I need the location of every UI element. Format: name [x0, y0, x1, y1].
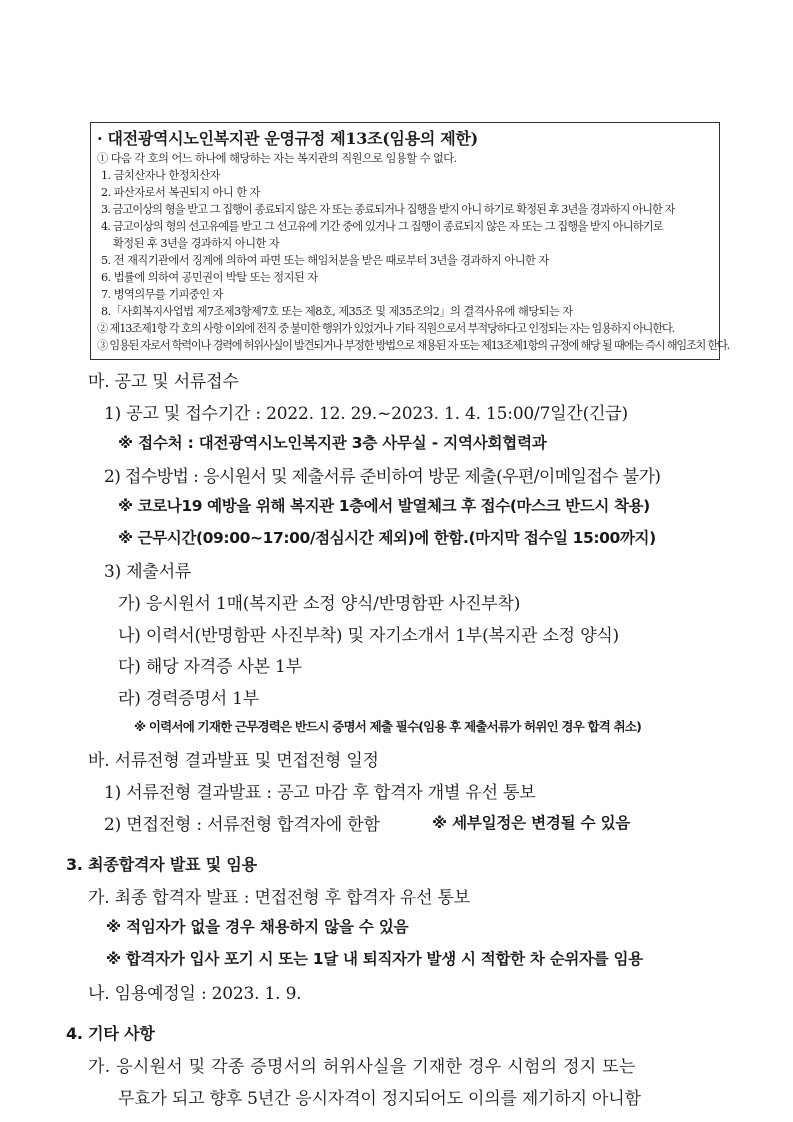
- text-line: 2) 접수방법 : 응시원서 및 제출서류 준비하여 방문 제출(우편/이메일접수 불가): [104, 467, 661, 487]
- note-line: ※ 세부일정은 변경될 수 있음: [432, 814, 631, 832]
- text-line: 3) 제출서류: [104, 562, 192, 582]
- section-heading: 바. 서류전형 결과발표 및 면접전형 일정: [88, 751, 379, 771]
- text-line: 1) 서류전형 결과발표 : 공고 마감 후 합격자 개별 유선 통보: [104, 783, 536, 803]
- regulation-line: 확정된 후 3년을 경과하지 아니한 자: [113, 237, 280, 250]
- note-line: ※ 코로나19 예방을 위해 복지관 1층에서 발열체크 후 접수(마스크 반드시 착용): [118, 497, 650, 515]
- text-line: 가. 응시원서 및 각종 증명서의 허위사실을 기재한 경우 시험의 정지 또는: [88, 1057, 636, 1077]
- section-heading: 마. 공고 및 서류접수: [88, 372, 239, 392]
- text-line: 가. 최종 합격자 발표 : 면접전형 후 합격자 유선 통보: [88, 888, 471, 908]
- regulation-line: 5. 전 재직기관에서 징계에 의하여 파면 또는 해임처분을 받은 때로부터 3년을 경과하지 아니한 자: [101, 254, 549, 267]
- section-heading: 3. 최종합격자 발표 및 임용: [66, 855, 257, 874]
- regulation-line: 1. 금치산자나 한정치산자: [101, 169, 220, 182]
- regulation-box: [90, 122, 730, 360]
- note-line: ※ 적임자가 없을 경우 채용하지 않을 수 있음: [106, 918, 409, 936]
- regulation-line: 4. 금고이상의 형의 선고유예를 받고 그 선고유에 기간 중에 있거나 그 집행이 종료되지 않은 자 또는 그 집행을 받지 아니하기로: [101, 220, 663, 233]
- text-line: 2) 면접전형 : 서류전형 합격자에 한함: [104, 815, 380, 835]
- text-line: 나. 임용예정일 : 2023. 1. 9.: [88, 984, 302, 1004]
- text-line: 가) 응시원서 1매(복지관 소정 양식/반명함판 사진부착): [118, 594, 521, 614]
- regulation-line: ③ 임용된 자로서 학력이나 경력에 허위사실이 발견되거나 부정한 방법으로 채용된 자 또는 제13조제1항의 규정에 해당 될 때에는 즉시 해임조치 한다.: [97, 339, 730, 352]
- text-line: 라) 경력증명서 1부: [118, 689, 260, 709]
- text-line: 나) 이력서(반명함판 사진부착) 및 자기소개서 1부(복지관 소정 양식): [118, 626, 619, 646]
- text-line: 1) 공고 및 접수기간 : 2022. 12. 29.~2023. 1. 4. 15:00/7일간(긴급): [104, 404, 628, 424]
- note-line: ※ 이력서에 기재한 근무경력은 반드시 증명서 제출 필수(임용 후 제출서류가 허위인 경우 합격 취소): [134, 719, 642, 734]
- regulation-title: · 대전광역시노인복지관 운영규정 제13조(임용의 제한): [97, 129, 478, 148]
- note-line: ※ 근무시간(09:00~17:00/점심시간 제외)에 한함.(마지막 접수일 15:00까지): [118, 529, 656, 547]
- regulation-line: ① 다음 각 호의 어느 하나에 해당하는 자는 복지관의 직원으로 임용할 수 없다.: [97, 152, 457, 165]
- note-line: ※ 접수처 : 대전광역시노인복지관 3층 사무실 - 지역사회협력과: [118, 434, 547, 452]
- regulation-line: 8.「사회복지사업법 제7조제3항제7호 또는 제8호, 제35조 및 제35조의2」의 결격사유에 해당되는 자: [101, 305, 573, 318]
- regulation-line: 3. 금고이상의 형을 받고 그 집행이 종료되지 않은 자 또는 종료되거나 집행을 받지 아니 하기로 확정된 후 3년을 경과하지 아니한 자: [101, 203, 675, 216]
- text-line: 무효가 되고 향후 5년간 응시자격이 정지되어도 이의를 제기하지 아니함: [118, 1089, 641, 1109]
- note-line: ※ 합격자가 입사 포기 시 또는 1달 내 퇴직자가 발생 시 적합한 차 순위자를 임용: [106, 950, 643, 968]
- section-heading: 4. 기타 사항: [66, 1024, 155, 1043]
- regulation-line: 6. 법률에 의하여 공민권이 박탈 또는 정지된 자: [101, 271, 318, 284]
- regulation-line: 2. 파산자로서 복권되지 아니 한 자: [101, 186, 260, 199]
- regulation-line: 7. 병역의무를 기피중인 자: [101, 288, 223, 301]
- text-line: 다) 해당 자격증 사본 1부: [118, 657, 302, 677]
- regulation-line: ② 제13조제1항 각 호의 사항 이외에 전직 중 불미한 행위가 있었거나 기타 직원으로서 부적당하다고 인정되는 자는 임용하지 아니한다.: [97, 322, 675, 335]
